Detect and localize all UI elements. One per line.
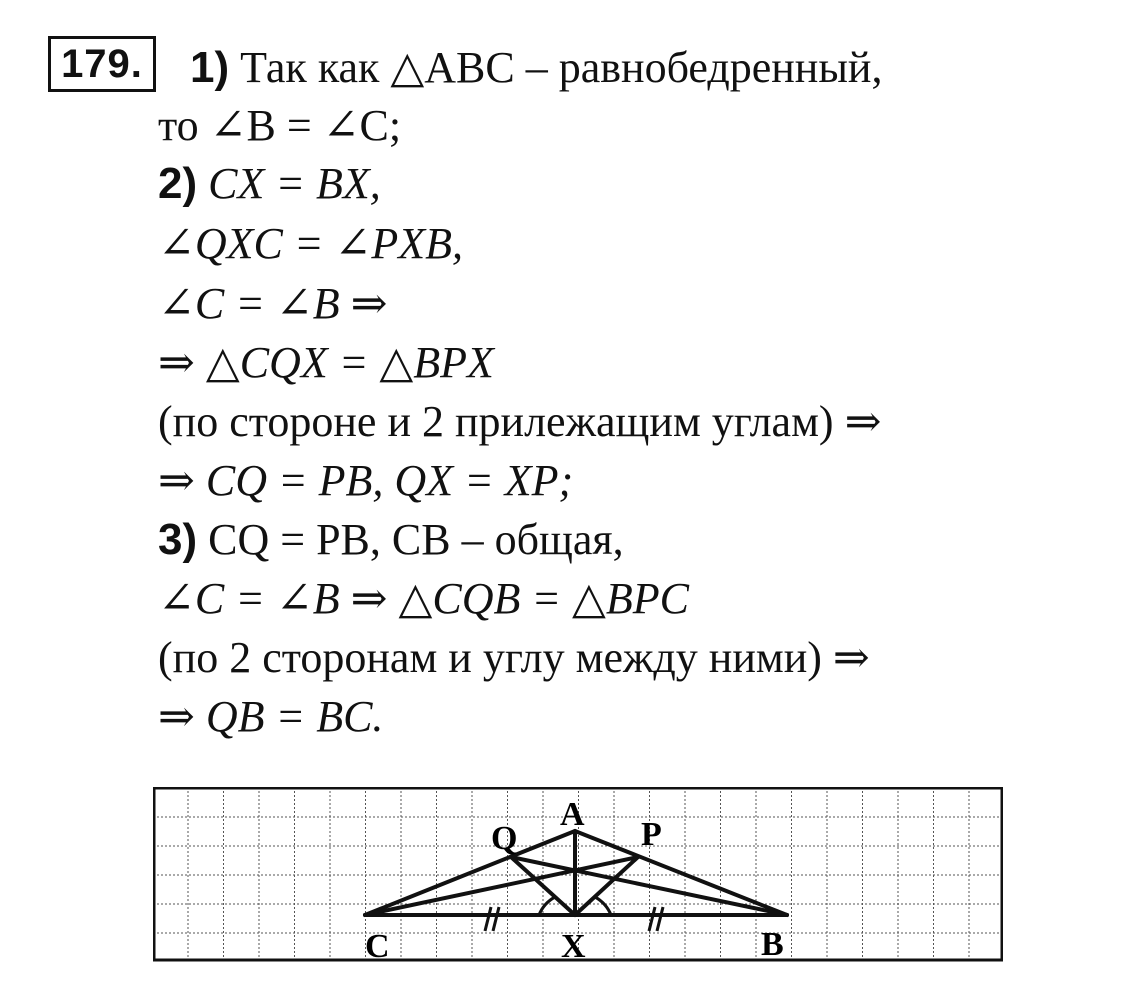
solution-line-text: CX = BX, <box>197 159 381 208</box>
solution-line-3 <box>158 158 381 210</box>
solution-line-text: то ∠B = ∠C; <box>158 101 402 150</box>
side-ab <box>575 831 787 915</box>
vertex-label-x: X <box>561 928 586 962</box>
solution-line-1 <box>190 42 882 94</box>
solution-line-text: ⇒ CQ = PB, QX = XP; <box>158 456 574 505</box>
solution-line-text: ⇒ △CQX = △BPX <box>158 338 494 387</box>
solution-line-text: ∠C = ∠B ⇒ <box>158 279 388 328</box>
solution-line-6 <box>158 337 494 389</box>
solution-line-text: ⇒ QB = BC. <box>158 692 384 741</box>
solution-line-text: Так как △ABC – равнобедренный, <box>229 43 883 92</box>
tick-xb-2 <box>657 907 663 931</box>
triangle-figure <box>153 787 1003 962</box>
vertex-label-q: Q <box>491 820 518 857</box>
solution-line-text: CQ = PB, CB – общая, <box>197 515 624 564</box>
solution-line-2 <box>158 100 401 152</box>
angle-arc-pxb <box>595 897 611 915</box>
vertex-label-a: A <box>560 796 585 833</box>
vertex-label-p: P <box>641 816 662 853</box>
solution-line-9 <box>158 514 624 566</box>
vertex-label-c: C <box>365 928 390 962</box>
solution-line-7 <box>158 396 881 448</box>
step-marker-3: 3) <box>158 515 198 564</box>
solution-line-4 <box>158 218 463 270</box>
solution-line-text: ∠C = ∠B ⇒ △CQB = △BPC <box>158 574 689 623</box>
tick-cx-1 <box>485 907 491 931</box>
solution-line-text: ∠QXC = ∠PXB, <box>158 219 464 268</box>
solution-line-text: (по стороне и 2 прилежащим углам) ⇒ <box>158 397 882 446</box>
angle-arc-qxc <box>539 897 555 915</box>
segment-cp <box>365 857 638 915</box>
vertex-label-b: B <box>761 926 784 962</box>
tick-cx-2 <box>493 907 499 931</box>
step-marker-1: 1) <box>190 43 230 92</box>
segment-bq <box>511 857 787 915</box>
step-marker-2: 2) <box>158 159 198 208</box>
problem-number: 179. <box>61 41 143 86</box>
solution-line-8 <box>158 455 573 507</box>
solution-line-text: (по 2 сторонам и углу между ними) ⇒ <box>158 633 870 682</box>
problem-number-box <box>48 36 156 92</box>
solution-line-5 <box>158 278 388 330</box>
solution-line-11 <box>158 632 870 684</box>
solution-line-12 <box>158 691 383 743</box>
solution-line-10 <box>158 573 689 625</box>
